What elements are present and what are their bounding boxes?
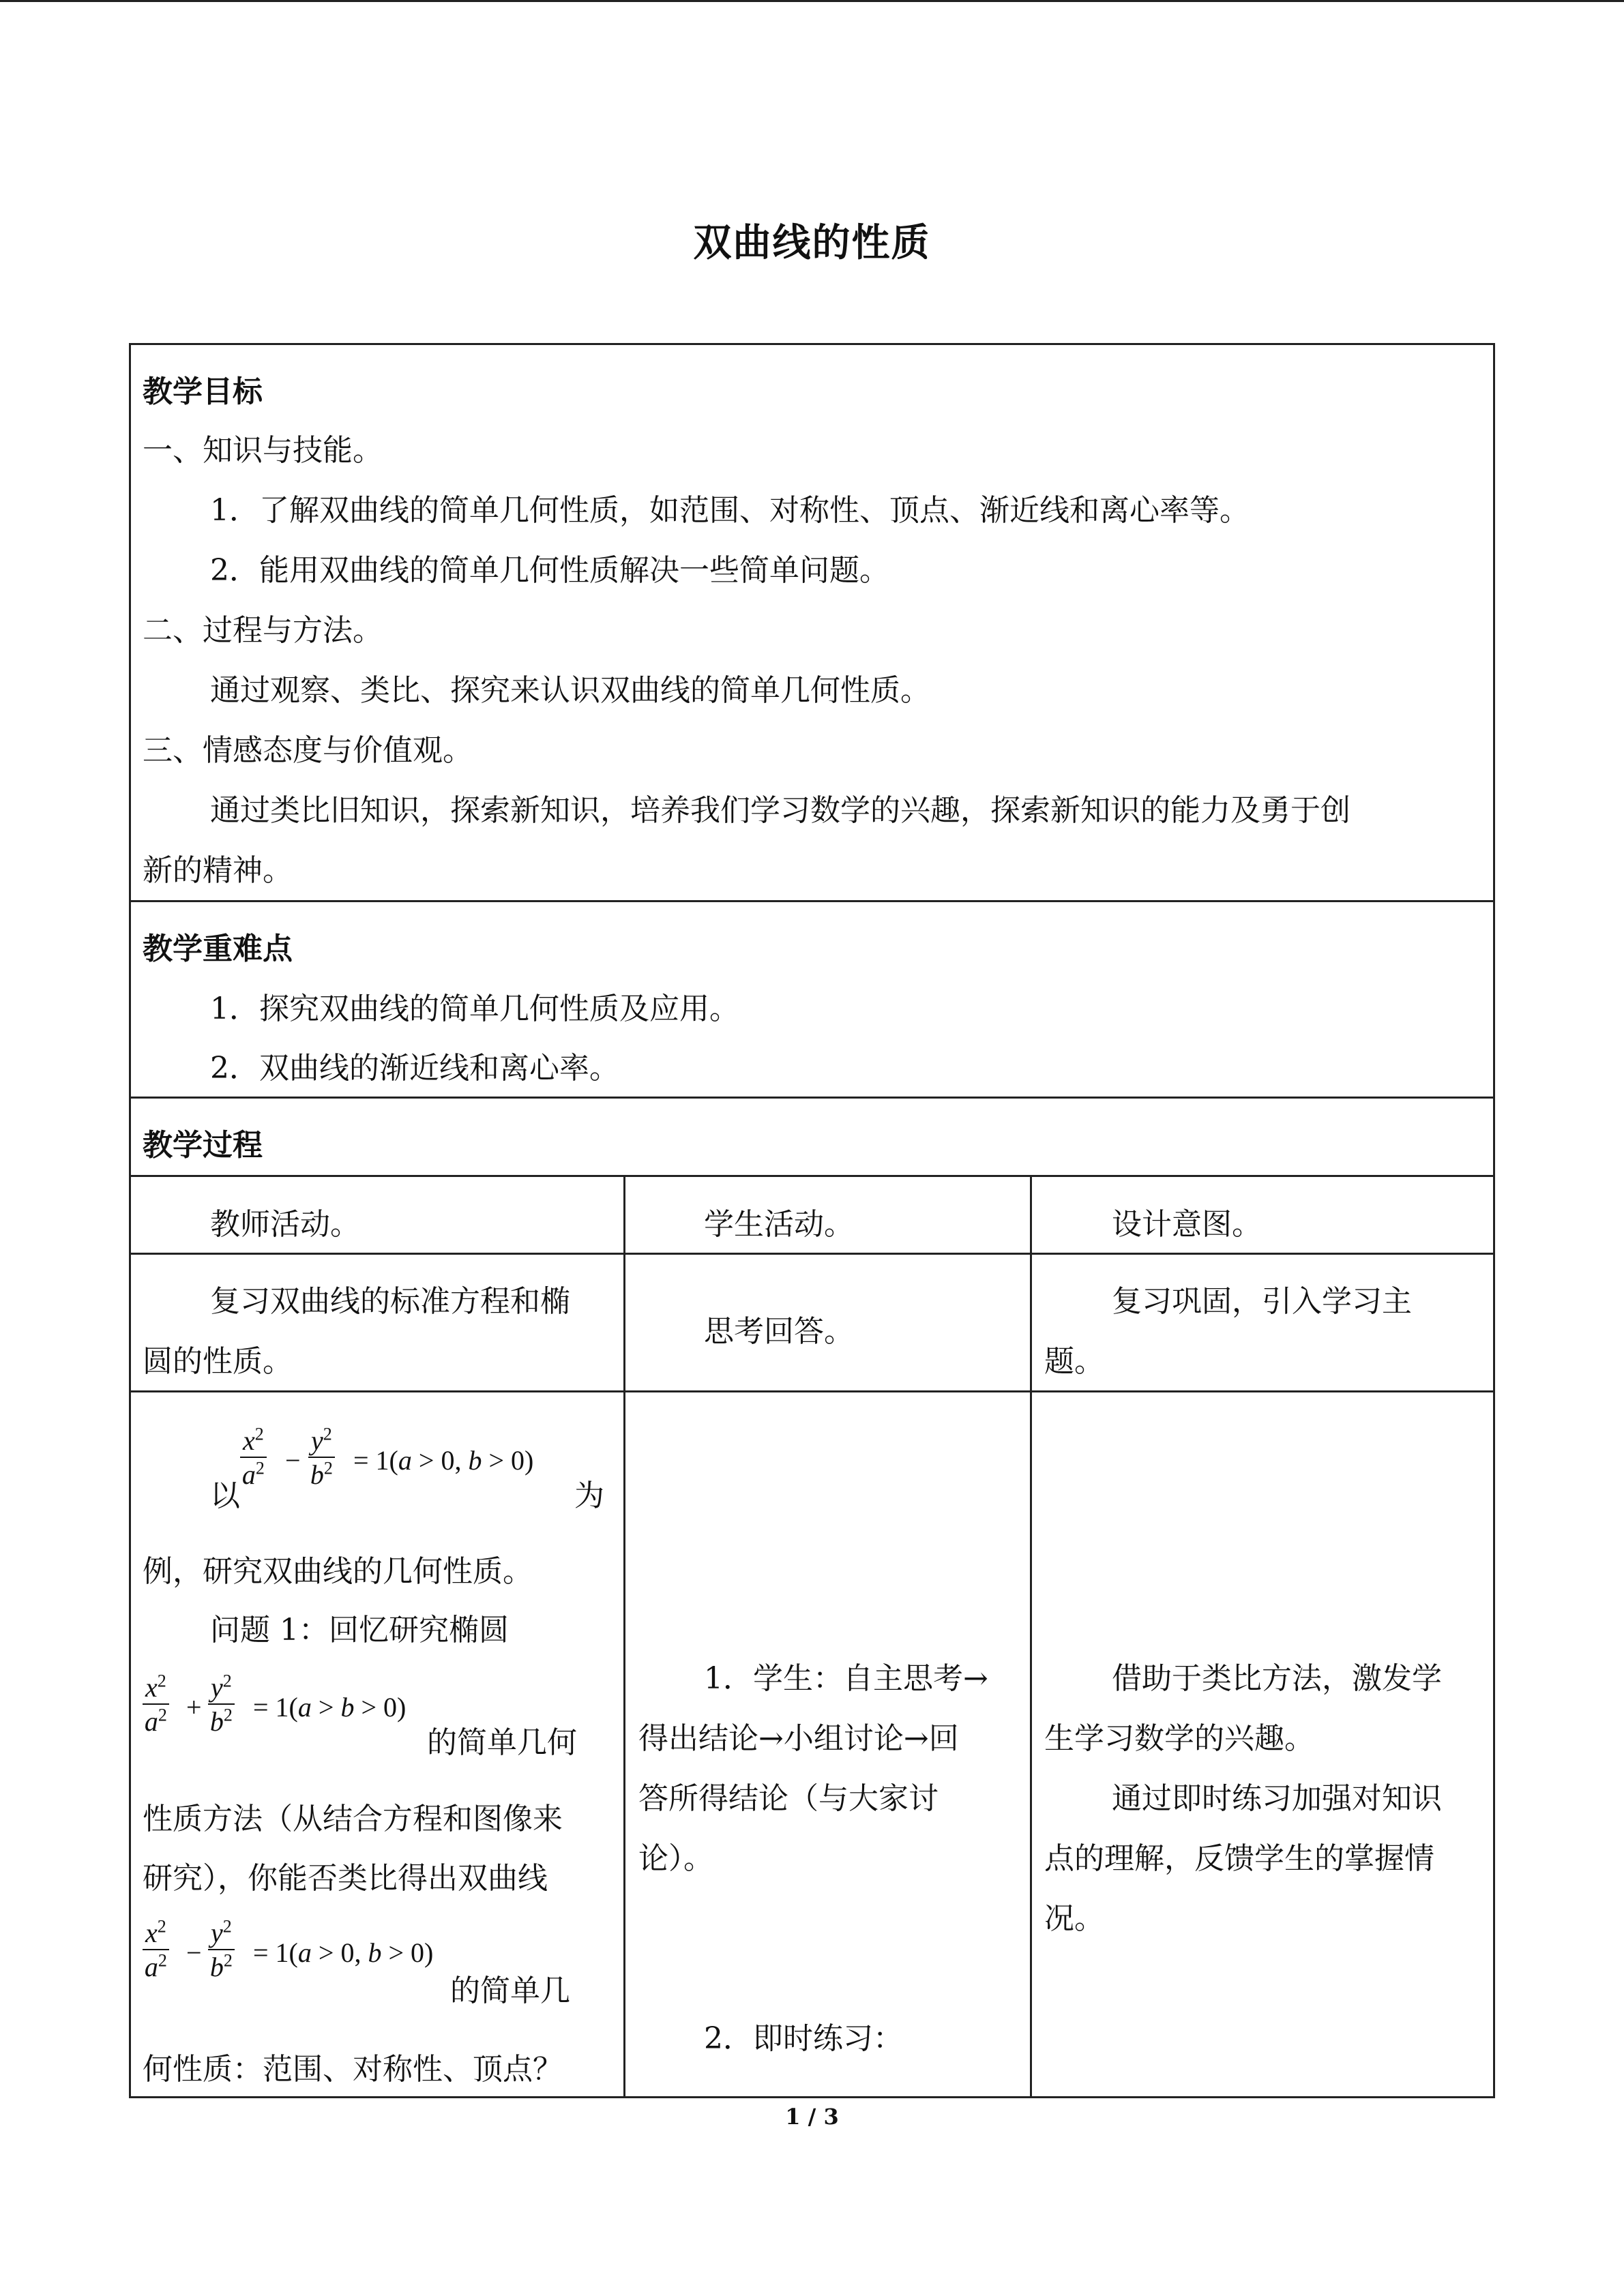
row2-design-line5: 况。 (1044, 1901, 1104, 1936)
column-header-teacher: 教师活动。 (210, 1207, 360, 1242)
objectives-method: 通过观察、类比、探究来认识双曲线的简单几何性质。 (210, 673, 930, 708)
row2-design-line4: 点的理解，反馈学生的掌握情 (1044, 1841, 1434, 1876)
row2-student-line2: 得出结论→小组讨论→回 (638, 1721, 959, 1756)
divider-row1 (129, 1390, 1495, 1392)
row2-design-line3: 通过即时练习加强对知识 (1112, 1781, 1442, 1816)
row2-teacher-line8: 何性质：范围、对称性、顶点？ (143, 2052, 563, 2087)
keypoints-item2: 2．双曲线的渐近线和离心率。 (210, 1051, 619, 1086)
divider-column-headers (129, 1253, 1495, 1255)
row2-teacher-after-ellipse: 的简单几何 (427, 1725, 577, 1760)
row1-design-line1: 复习巩固，引入学习主 (1112, 1284, 1412, 1319)
row2-teacher-suffix: 为 (574, 1478, 604, 1513)
row2-design-line2: 生学习数学的兴趣。 (1044, 1721, 1314, 1756)
row1-teacher-line1: 复习双曲线的标准方程和椭 (210, 1284, 570, 1319)
row2-design-line1: 借助于类比方法，激发学 (1112, 1661, 1442, 1696)
objectives-part2: 二、过程与方法。 (143, 613, 383, 648)
column-divider-2 (1030, 1175, 1032, 2098)
row1-design-line2: 题。 (1044, 1344, 1104, 1379)
row2-teacher-line2: 例，研究双曲线的几何性质。 (143, 1554, 533, 1589)
page-title: 双曲线的性质 (693, 221, 931, 265)
divider-keypoints (129, 1097, 1495, 1099)
keypoints-heading: 教学重难点 (143, 931, 293, 966)
objectives-attitude-line1: 通过类比旧知识，探索新知识，培养我们学习数学的兴趣，探索新知识的能力及勇于创 (210, 793, 1350, 828)
row2-teacher-prefix: 以 (210, 1478, 240, 1513)
objectives-part1: 一、知识与技能。 (143, 433, 383, 468)
divider-process-heading (129, 1175, 1495, 1177)
objectives-part3: 三、情感态度与价值观。 (143, 733, 473, 768)
row2-student-line5: 2．即时练习： (704, 2021, 903, 2056)
row2-student-line3: 答所得结论（与大家讨 (638, 1781, 939, 1816)
row2-student-line4: 论）。 (638, 1841, 713, 1876)
row1-teacher-line2: 圆的性质。 (143, 1344, 293, 1379)
row2-teacher-line6: 研究），你能否类比得出双曲线 (143, 1861, 548, 1896)
process-heading: 教学过程 (143, 1128, 263, 1163)
page-number: 1 / 3 (785, 2104, 839, 2130)
objectives-heading: 教学目标 (143, 374, 263, 409)
row2-teacher-line3: 问题 1：回忆研究椭圆 (210, 1613, 509, 1648)
divider-objectives (129, 900, 1495, 902)
column-header-student: 学生活动。 (704, 1207, 854, 1242)
keypoints-item1: 1．探究双曲线的简单几何性质及应用。 (210, 992, 739, 1026)
column-header-design: 设计意图。 (1112, 1207, 1262, 1242)
column-divider-1 (623, 1175, 625, 2098)
row1-student: 思考回答。 (704, 1314, 854, 1349)
row2-teacher-line5: 性质方法（从结合方程和图像来 (143, 1802, 563, 1836)
top-border (0, 0, 1624, 2)
objectives-item2: 2．能用双曲线的简单几何性质解决一些简单问题。 (210, 553, 889, 588)
row2-student-line1: 1．学生：自主思考→ (704, 1661, 988, 1696)
objectives-attitude-line2: 新的精神。 (143, 853, 293, 888)
objectives-item1: 1．了解双曲线的简单几何性质，如范围、对称性、顶点、渐近线和离心率等。 (210, 493, 1250, 528)
row2-teacher-after-hyperbola: 的简单几 (450, 1973, 570, 2008)
